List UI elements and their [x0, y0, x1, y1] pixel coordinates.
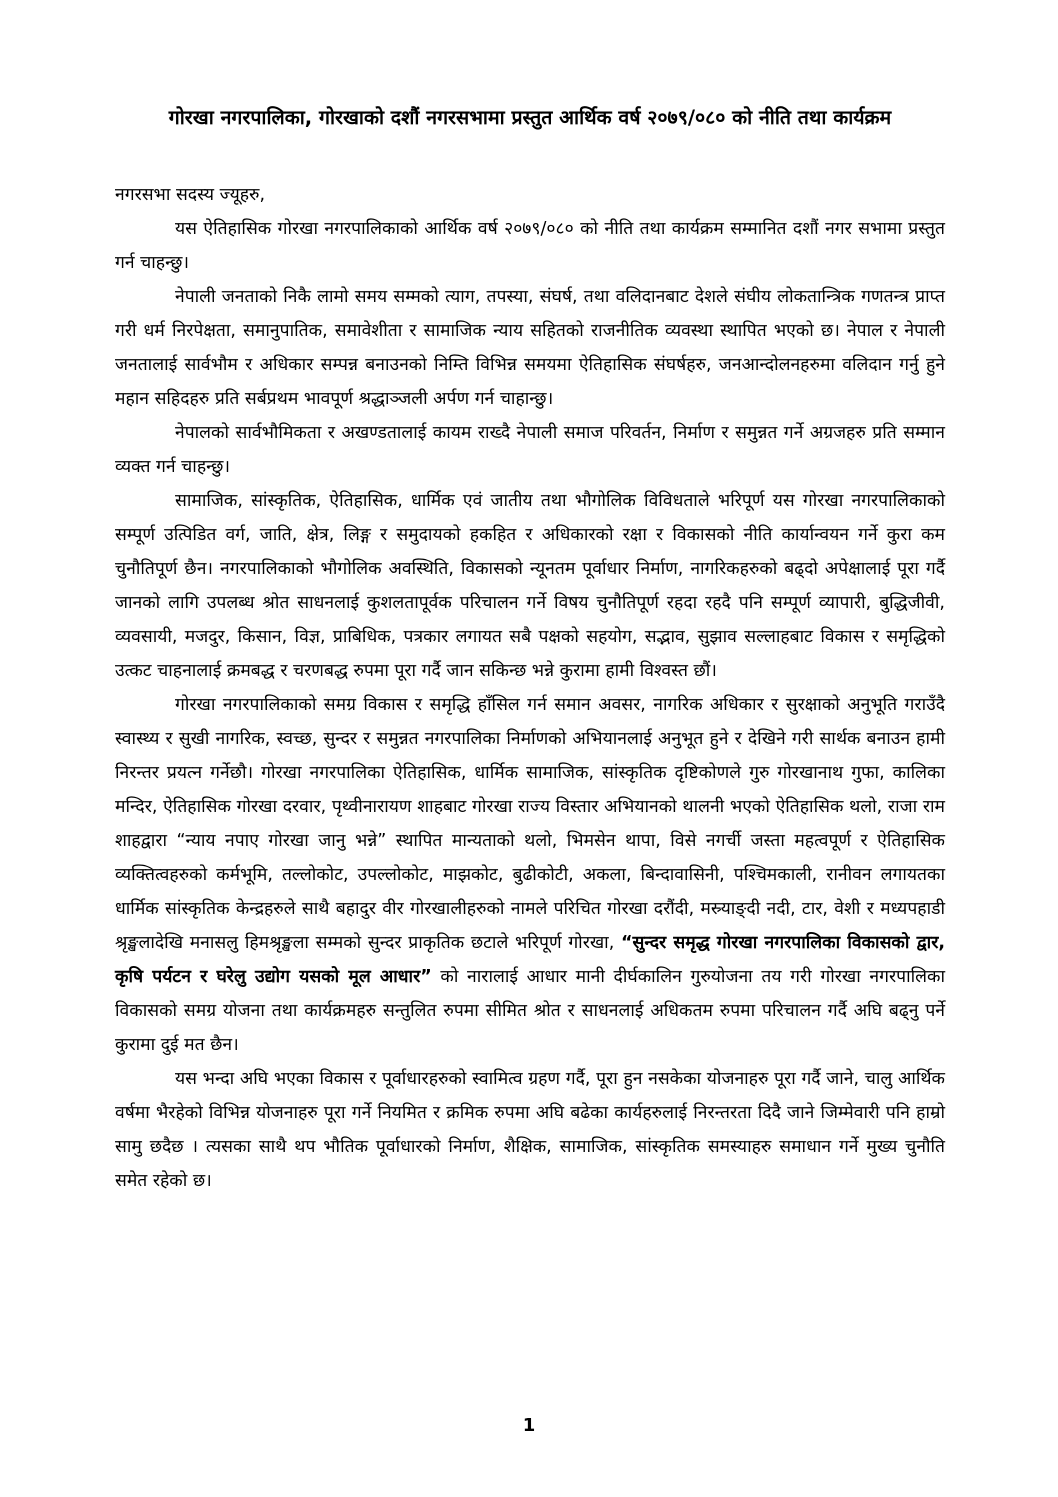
salutation: नगरसभा सदस्य ज्यूहरु, — [115, 185, 266, 205]
page-number: 1 — [522, 1415, 536, 1436]
paragraph-respect: नेपालको सार्वभौमिकता र अखण्डतालाई कायम राख्दै नेपाली समाज परिवर्तन, निर्माण र समुन्नत गर्ने अग्रजहरु प्रति सम्मान व्यक्त गर्न चाहन्छु। — [115, 423, 945, 477]
paragraph-tribute: नेपाली जनताको निकै लामो समय सम्मको त्याग, तपस्या, संघर्ष, तथा वलिदानबाट देशले संघीय लोकतान्त्रिक गणतन्त्र प्राप्त गरी धर्म निरपेक्षता, समानुपातिक, समावेशीता र सामाजिक न्याय सहितको राजनीतिक व्यवस्था स्थापित भएको छ। नेपाल र नेपाली जनतालाई सार्वभौम र अधिकार सम्पन्न बनाउनको निम्ति विभिन्न समयमा ऐतिहासिक संघर्षहरु, जनआन्दोलनहरुमा वलिदान गर्नु हुने महान सहिदहरु प्रति सर्बप्रथम भावपूर्ण श्रद्धाञ्जली अर्पण गर्न चाहान्छु। — [115, 287, 945, 409]
slogan-text: “सुन्दर समृद्ध गोरखा नगरपालिका विकासको द्वार, कृषि पर्यटन र घरेलु उद्योग यसको मूल आधार” — [115, 933, 946, 987]
paragraph-vision-text: गोरखा नगरपालिकाको समग्र विकास र समृद्धि हाँसिल गर्न समान अवसर, नागरिक अधिकार र सुरक्षाको अनुभूति गराउँदै स्वास्थ्य र सुखी नागरिक, स्वच्छ, सुन्दर र समुन्नत नगरपालिका निर्माणको अभियानलाई अनुभूत हुने र देखिने गरी सार्थक बनाउन हामी निरन्तर प्रयत्न गर्नेछौ। गोरखा नगरपालिका ऐतिहासिक, धार्मिक सामाजिक, सांस्कृतिक दृष्टिकोणले गुरु गोरखानाथ गुफा, कालिका मन्दिर, ऐतिहासिक गोरखा दरवार, पृथ्वीनारायण शाहबाट गोरखा राज्य विस्तार अभियानको थालनी भएको ऐतिहासिक थलो, राजा राम शाहद्वारा “न्याय नपाए गोरखा जानु भन्ने” स्थापित मान्यताको थलो, भिमसेन थापा, विसे नगर्ची जस्ता महत्वपूर्ण र ऐतिहासिक व्यक्तित्वहरुको कर्मभूमि, तल्लोकोट, उपल्लोकोट, माझकोट, बुढीकोटी, अकला, बिन्दावासिनी, पश्चिमकाली, रानीवन लगायतका धार्मिक सांस्कृतिक केन्द्रहरुले साथै बहादुर वीर गोरखालीहरुको नामले परिचित गोरखा दरौंदी, मस्र्याङ्दी नदी, टार, वेशी र मध्यपहाडी श्रृङ्खलादेखि मनासलु हिमश्रृङ्खला सम्मको सुन्दर प्राकृतिक छटाले भरिपूर्ण गोरखा, — [115, 695, 945, 953]
document-title: गोरखा नगरपालिका, गोरखाको दशौं नगरसभामा प्रस्तुत आर्थिक वर्ष २०७९/०८० को नीति तथा कार्यक्रम — [168, 106, 892, 129]
paragraph-vision — [115, 688, 945, 1062]
paragraph-vision-text-end: को नारालाई आधार मानी दीर्घकालिन गुरुयोजना तय गरी गोरखा नगरपालिका विकासको समग्र योजना तथा कार्यक्रमहरु सन्तुलित रुपमा सीमित श्रोत र साधनलाई अधिकतम रुपमा परिचालन गर्दै अघि बढ्नु पर्ने कुरामा दुई मत छैन। — [115, 967, 945, 1055]
paragraph-intro: यस ऐतिहासिक गोरखा नगरपालिकाको आर्थिक वर्ष २०७९/०८० को नीति तथा कार्यक्रम सम्मानित दशौं नगर सभामा प्रस्तुत गर्न चाहन्छु। — [115, 219, 945, 273]
paragraph-responsibility: यस भन्दा अघि भएका विकास र पूर्वाधारहरुको स्वामित्व ग्रहण गर्दै, पूरा हुन नसकेका योजनाहरु पूरा गर्दै जाने, चालु आर्थिक वर्षमा भैरहेको विभिन्न योजनाहरु पूरा गर्ने नियमित र क्रमिक रुपमा अघि बढेका कार्यहरुलाई निरन्तरता दिदै जाने जिम्मेवारी पनि हाम्रो सामु छदैछ । त्यसका साथै थप भौतिक पूर्वाधारको निर्माण, शैक्षिक, सामाजिक, सांस्कृतिक समस्याहरु समाधान गर्ने मुख्य चुनौति समेत रहेको छ। — [115, 1069, 945, 1191]
paragraph-diversity: सामाजिक, सांस्कृतिक, ऐतिहासिक, धार्मिक एवं जातीय तथा भौगोलिक विविधताले भरिपूर्ण यस गोरखा नगरपालिकाको सम्पूर्ण उत्पिडित वर्ग, जाति, क्षेत्र, लिङ्ग र समुदायको हकहित र अधिकारको रक्षा र विकासको नीति कार्यान्वयन गर्ने कुरा कम चुनौतिपूर्ण छैन। नगरपालिकाको भौगोलिक अवस्थिति, विकासको न्यूनतम पूर्वाधार निर्माण, नागरिकहरुको बढ्दो अपेक्षालाई पूरा गर्दै जानको लागि उपलब्ध श्रोत साधनलाई कुशलतापूर्वक परिचालन गर्ने विषय चुनौतिपूर्ण रहदा रहदै पनि सम्पूर्ण व्यापारी, बुद्धिजीवी, व्यवसायी, मजदुर, किसान, विज्ञ, प्राबिधिक, पत्रकार लगायत सबै पक्षको सहयोग, सद्भाव, सुझाव सल्लाहबाट विकास र समृद्धिको उत्कट चाहनालाई क्रमबद्ध र चरणबद्ध रुपमा पूरा गर्दै जान सकिन्छ भन्ने कुरामा हामी विश्वस्त छौं। — [115, 491, 945, 681]
document-body — [115, 212, 945, 1198]
